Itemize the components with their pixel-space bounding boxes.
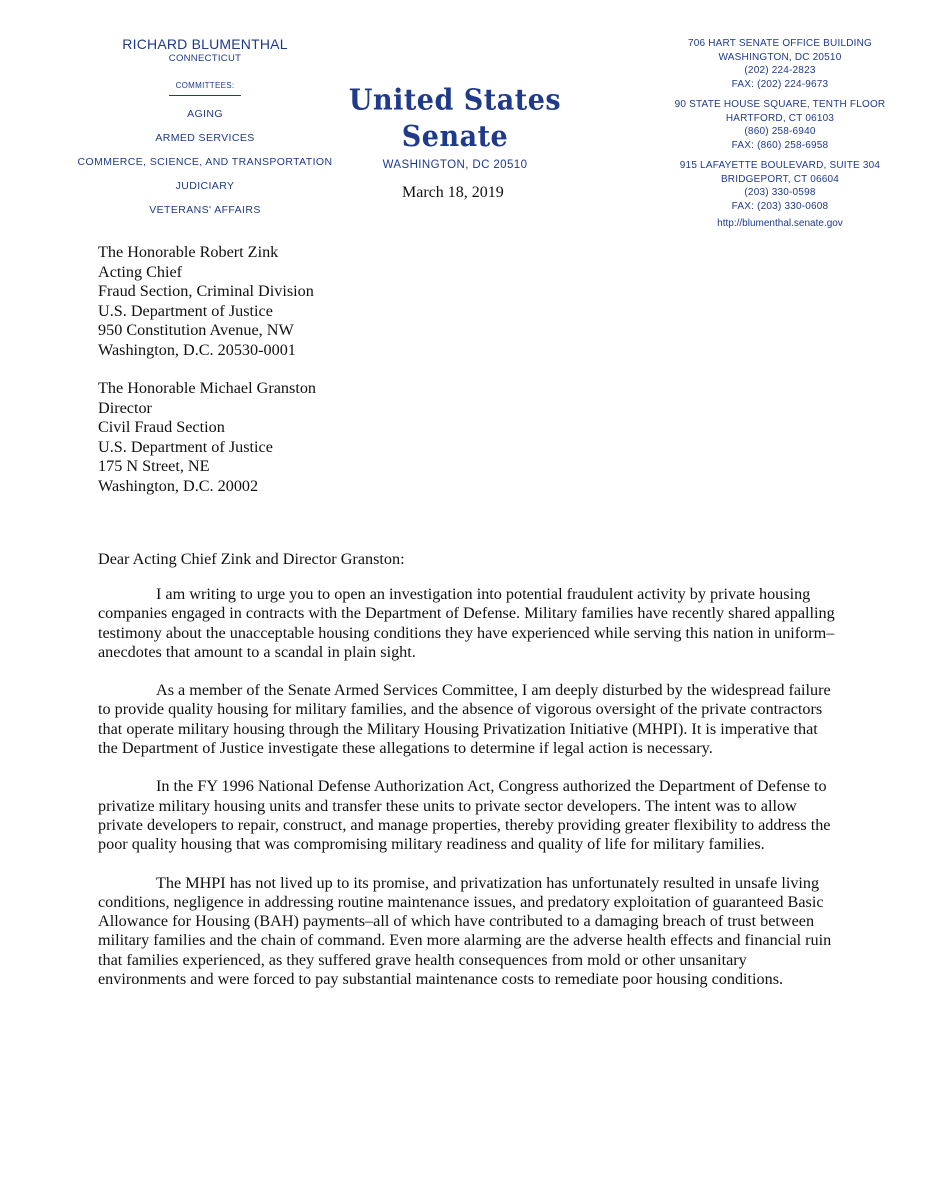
body-paragraph: The MHPI has not lived up to its promise, and privatization has unfortunately resulted in unsafe living conditions, negligence in addressing routine maintenance issues, and predatory exploitation of guaranteed Basic Allowance for Housing (BAH) payments–all of which have contributed to a damaging breach of trust between military families and the chain of command. Even more alarming are the adverse health effects and financial ruin that families experienced, as they suffered grave health consequences from mold or other unsanitary environments and were forced to pay substantial maintenance costs to remediate poor housing conditions. <box>98 873 832 989</box>
recipients <box>98 243 316 496</box>
committee-item: JUDICIARY <box>175 180 235 192</box>
committee-item: VETERANS' AFFAIRS <box>149 204 261 216</box>
office-block-bridgeport <box>655 159 905 213</box>
website-link[interactable]: http://blumenthal.senate.gov <box>717 218 843 229</box>
office-line: FAX: (860) 258-6958 <box>731 139 829 151</box>
office-block-washington <box>655 37 905 91</box>
office-line: FAX: (203) 330-0608 <box>731 200 829 212</box>
office-line: FAX: (202) 224-9673 <box>731 78 829 90</box>
address-line: 950 Constitution Avenue, NW <box>98 321 294 339</box>
office-line: 706 HART SENATE OFFICE BUILDING <box>687 38 873 49</box>
office-line: 915 LAFAYETTE BOULEVARD, SUITE 304 <box>679 160 881 171</box>
committees-divider <box>169 95 241 96</box>
office-line: (202) 224-2823 <box>744 65 816 76</box>
office-line: (203) 330-0598 <box>744 187 816 198</box>
committee-item: AGING <box>187 108 223 120</box>
address-line: Civil Fraud Section <box>98 418 225 436</box>
institution-name: United States Senate <box>348 83 562 154</box>
address-line: Fraud Section, Criminal Division <box>98 282 314 300</box>
institution-address: WASHINGTON, DC 20510 <box>382 159 528 171</box>
office-addresses <box>655 37 905 230</box>
body-paragraph: In the FY 1996 National Defense Authorization Act, Congress authorized the Department of Defense to privatize military housing units and transfer these units to private sector developers. The intent was to allow private developers to repair, construct, and manage properties, thereby providing greater flexibility to address the poor quality housing that was compromising military readiness and quality of life for military families. <box>98 777 831 854</box>
office-block-hartford <box>655 98 905 152</box>
body-paragraph: I am writing to urge you to open an investigation into potential fraudulent activity by private housing companies engaged in contracts with the Department of Defense. Military families have recently shared appalling testimony about the unacceptable housing conditions they have experienced while serving this nation in uniform–anecdotes that amount to a scandal in plain sight. <box>98 585 835 661</box>
body-paragraph: As a member of the Senate Armed Services Committee, I am deeply disturbed by the widespread failure to provide quality housing for military families, and the absence of vigorous oversight of the private contractors that operate military housing through the Military Housing Privatization Initiative (MHPI). It is imperative that the Department of Justice investigate these allegations to determine if legal action is necessary. <box>98 681 831 758</box>
address-line: Acting Chief <box>98 262 183 281</box>
address-line: The Honorable Michael Granston <box>98 379 317 397</box>
sender-name: RICHARD BLUMENTHAL <box>122 36 288 52</box>
office-line: HARTFORD, CT 06103 <box>725 112 835 124</box>
letterhead-center <box>320 85 590 171</box>
letter-body <box>98 585 838 1008</box>
office-line: BRIDGEPORT, CT 06604 <box>720 173 840 185</box>
address-line: The Honorable Robert Zink <box>98 243 279 261</box>
office-line: WASHINGTON, DC 20510 <box>718 51 842 63</box>
address-line: Washington, D.C. 20002 <box>98 476 259 495</box>
office-line: (860) 258-6940 <box>744 126 816 137</box>
recipient-address <box>98 379 316 496</box>
sender-state: CONNECTICUT <box>168 53 242 64</box>
salutation: Dear Acting Chief Zink and Director Granston: <box>98 550 405 568</box>
address-line: U.S. Department of Justice <box>98 437 273 456</box>
office-line: 90 STATE HOUSE SQUARE, TENTH FLOOR <box>674 99 886 110</box>
address-line: Washington, D.C. 20530-0001 <box>98 340 296 359</box>
recipient-address <box>98 243 316 360</box>
committee-item: ARMED SERVICES <box>155 132 255 144</box>
address-line: 175 N Street, NE <box>98 457 210 475</box>
address-line: Director <box>98 398 152 417</box>
committees-label: COMMITTEES: <box>175 81 235 90</box>
letter-date: March 18, 2019 <box>402 184 504 201</box>
address-line: U.S. Department of Justice <box>98 301 273 320</box>
committee-item: COMMERCE, SCIENCE, AND TRANSPORTATION <box>77 156 333 168</box>
